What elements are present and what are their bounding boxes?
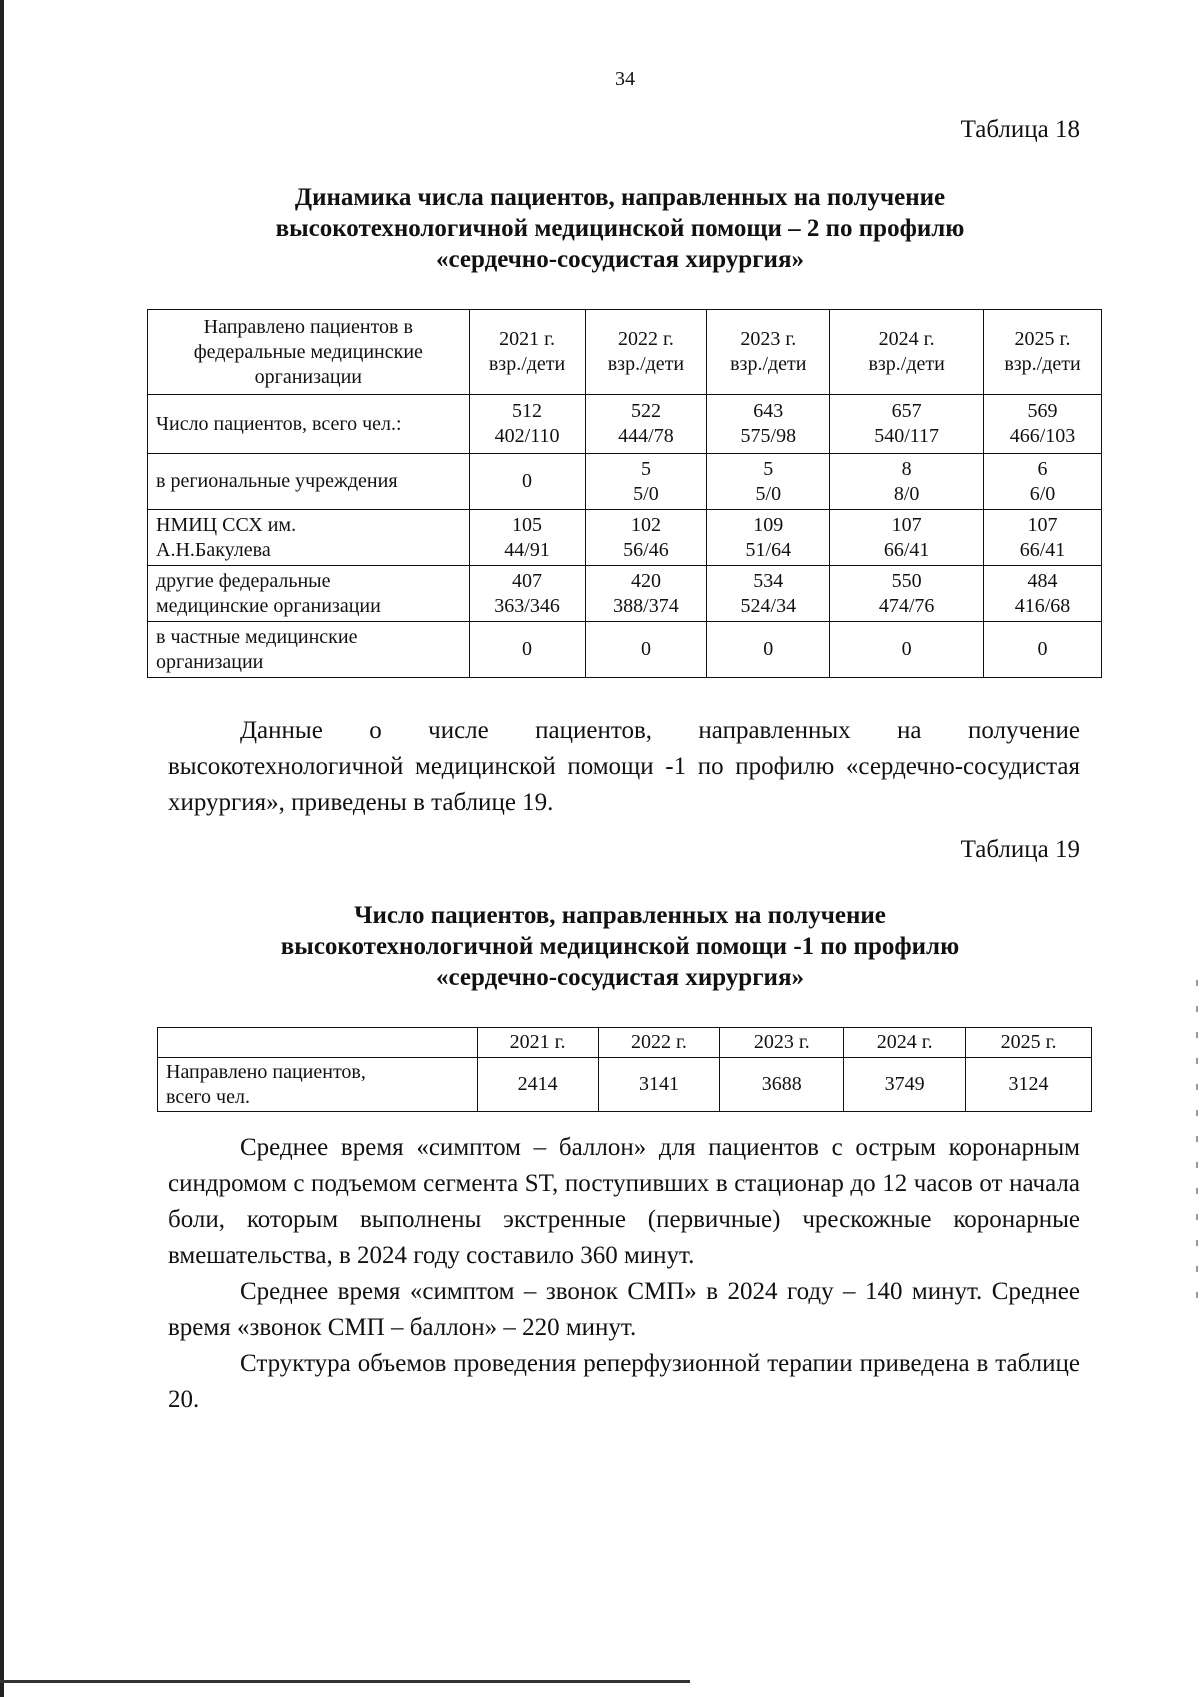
header-line: федеральные медицинские [193,340,423,363]
year-label: 2022 г. [617,328,674,350]
cell-split: 66/41 [1019,538,1066,561]
table-cell [984,395,1102,454]
cell-total: 102 [630,513,661,536]
table-cell [830,510,984,566]
cell-split: 575/98 [740,425,797,447]
cell-split: 6/0 [1029,482,1056,505]
table18-header-row [148,310,1102,395]
table18-header-year [707,310,830,395]
table18-row-total [148,395,1102,454]
table19-title-line: высокотехнологичной медицинской помощи -1 по профилю [280,933,960,960]
table-cell: 3749 [844,1058,966,1112]
cell-split: 524/34 [740,594,797,617]
table-cell [707,622,830,678]
cell-total: 5 [763,457,774,480]
row-label [148,510,470,566]
table19-title [160,900,1080,993]
table-cell [585,395,707,454]
row-label-line: Число пациентов, всего чел.: [156,412,402,435]
cell-split: 363/346 [494,594,560,617]
table18 [147,309,1102,678]
cell-total: 0 [763,638,774,660]
cell-total: 5 [640,457,651,480]
table-cell [984,566,1102,622]
table18-row-other-federal [148,566,1102,622]
cell-total: 407 [512,569,543,592]
table-cell: 2414 [477,1058,598,1112]
table18-row-regional [148,454,1102,510]
table-cell [830,622,984,678]
row-label [158,1058,478,1112]
cell-total: 522 [630,400,661,422]
cell-total: 420 [630,569,661,592]
table18-header-year [830,310,984,395]
table18-header-year [469,310,585,395]
row-label-line: Направлено пациентов, [166,1060,366,1083]
table18-title-line: высокотехнологичной медицинской помощи – 2 по профилю [275,215,965,242]
year-label: 2021 г. [499,328,556,350]
table18-row-private [148,622,1102,678]
table19 [157,1027,1092,1112]
table18-row-nmic [148,510,1102,566]
paragraph-1 [168,713,1080,821]
row-label-line: другие федеральные [156,569,331,592]
table-cell [469,566,585,622]
table19-row-total [158,1058,1092,1112]
table-cell: 3141 [598,1058,720,1112]
year-sub: взр./дети [868,353,945,375]
table-cell: 3688 [720,1058,844,1112]
cell-split: 56/46 [623,538,669,561]
cell-total: 643 [753,400,784,422]
table18-header-year [585,310,707,395]
year-sub: взр./дети [1004,353,1081,375]
table19-header-empty [158,1028,478,1058]
table-cell [707,395,830,454]
row-label [148,395,470,454]
year-label: 2023 г. [740,328,797,350]
table-cell [707,510,830,566]
row-label-line: в частные медицинские [156,625,358,648]
cell-total: 0 [640,638,651,660]
cell-total: 484 [1027,569,1058,592]
cell-split: 8/0 [893,482,920,505]
cell-total: 0 [1037,638,1048,660]
cell-total: 107 [1027,513,1058,536]
cell-split: 402/110 [494,425,560,447]
cell-split: 540/117 [874,425,940,447]
paragraph-text: Среднее время «симптом – баллон» для пациентов с острым коронарным синдромом с подъемом сегмента ST, поступивших в стационар до 12 часов от начала боли, которым выполнены экстренные (первичные) чрескожные коронарные вмешательства, в 2024 году составило 360 минут. [168,1134,1080,1269]
year-sub: взр./дети [488,353,566,375]
paragraphs-block [168,1130,1080,1418]
table-cell [585,622,707,678]
table-cell [469,395,585,454]
table19-title-line: «сердечно-сосудистая хирургия» [436,964,804,991]
table18-header-first [148,310,470,395]
cell-total: 550 [891,569,922,592]
cell-split: 388/374 [613,594,679,617]
table19-label: Таблица 19 [960,836,1080,863]
table19-header-year: 2022 г. [598,1028,720,1058]
scan-edge-left [0,0,4,1697]
row-label-line: организации [156,650,264,673]
cell-split: 444/78 [618,425,674,447]
table-cell [585,454,707,510]
page-number: 34 [615,68,635,90]
year-label: 2024 г. [878,328,935,350]
table18-label: Таблица 18 [960,116,1080,143]
table19-header-year: 2025 г. [966,1028,1092,1058]
row-label-line: А.Н.Бакулева [156,538,271,561]
paragraph-text: Структура объемов проведения реперфузионной терапии приведена в таблице 20. [168,1350,1080,1413]
scan-edge-bottom [0,1680,690,1683]
row-label [148,622,470,678]
cell-split: 5/0 [633,482,659,505]
cell-total: 569 [1027,400,1058,422]
cell-total: 109 [753,513,784,536]
row-label-line: НМИЦ ССХ им. [156,513,297,536]
cell-total: 6 [1037,457,1048,480]
scan-edge-right [1196,980,1198,1310]
cell-total: 107 [891,513,922,536]
table-cell [984,622,1102,678]
year-label: 2025 г. [1014,328,1071,350]
row-label [148,566,470,622]
cell-total: 534 [753,569,784,592]
table19-header-year: 2024 г. [844,1028,966,1058]
row-label-line: в региональные учреждения [156,470,398,492]
table-cell [469,622,585,678]
cell-total: 0 [522,638,533,660]
cell-split: 66/41 [883,538,930,561]
table-cell [707,454,830,510]
table18-title-line: «сердечно-сосудистая хирургия» [436,246,804,273]
row-label-line: всего чел. [166,1085,250,1108]
cell-total: 8 [901,457,912,480]
cell-total: 657 [891,400,922,422]
table-cell [830,454,984,510]
table18-title [160,182,1080,275]
table-cell [830,566,984,622]
cell-total: 512 [512,400,543,422]
row-label [148,454,470,510]
table-cell [469,510,585,566]
cell-split: 5/0 [755,482,782,505]
table-cell [585,566,707,622]
table19-header-year: 2023 г. [720,1028,844,1058]
cell-total: 0 [901,638,912,660]
paragraph-text: Среднее время «симптом – звонок СМП» в 2024 году – 140 минут. Среднее время «звонок СМП – баллон» – 220 минут. [168,1278,1080,1341]
table-cell [984,510,1102,566]
row-label-line: медицинские организации [156,594,381,617]
cell-split: 474/76 [878,594,935,617]
header-line: организации [254,365,362,388]
table-cell [830,395,984,454]
table-cell [469,454,585,510]
table19-title-line: Число пациентов, направленных на получение [354,902,886,929]
year-sub: взр./дети [607,353,685,375]
cell-total: 0 [522,470,533,492]
year-sub: взр./дети [730,353,807,375]
table19-header-row [158,1028,1092,1058]
table-cell [707,566,830,622]
cell-total: 105 [512,513,543,536]
cell-split: 466/103 [1009,425,1076,447]
header-line: Направлено пациентов в [203,315,413,338]
cell-split: 51/64 [745,538,792,561]
paragraph-text: Данные о числе пациентов, направленных на получение высокотехнологичной медицинской помощи -1 по профилю «сердечно-сосудистая хирургия», приведены в таблице 19. [168,717,1080,816]
cell-split: 416/68 [1014,594,1071,617]
table18-title-line: Динамика числа пациентов, направленных на получение [294,184,946,211]
table19-header-year: 2021 г. [477,1028,598,1058]
table-cell [585,510,707,566]
table-cell: 3124 [966,1058,1092,1112]
cell-split: 44/91 [504,538,550,561]
table18-header-year [984,310,1102,395]
table-cell [984,454,1102,510]
